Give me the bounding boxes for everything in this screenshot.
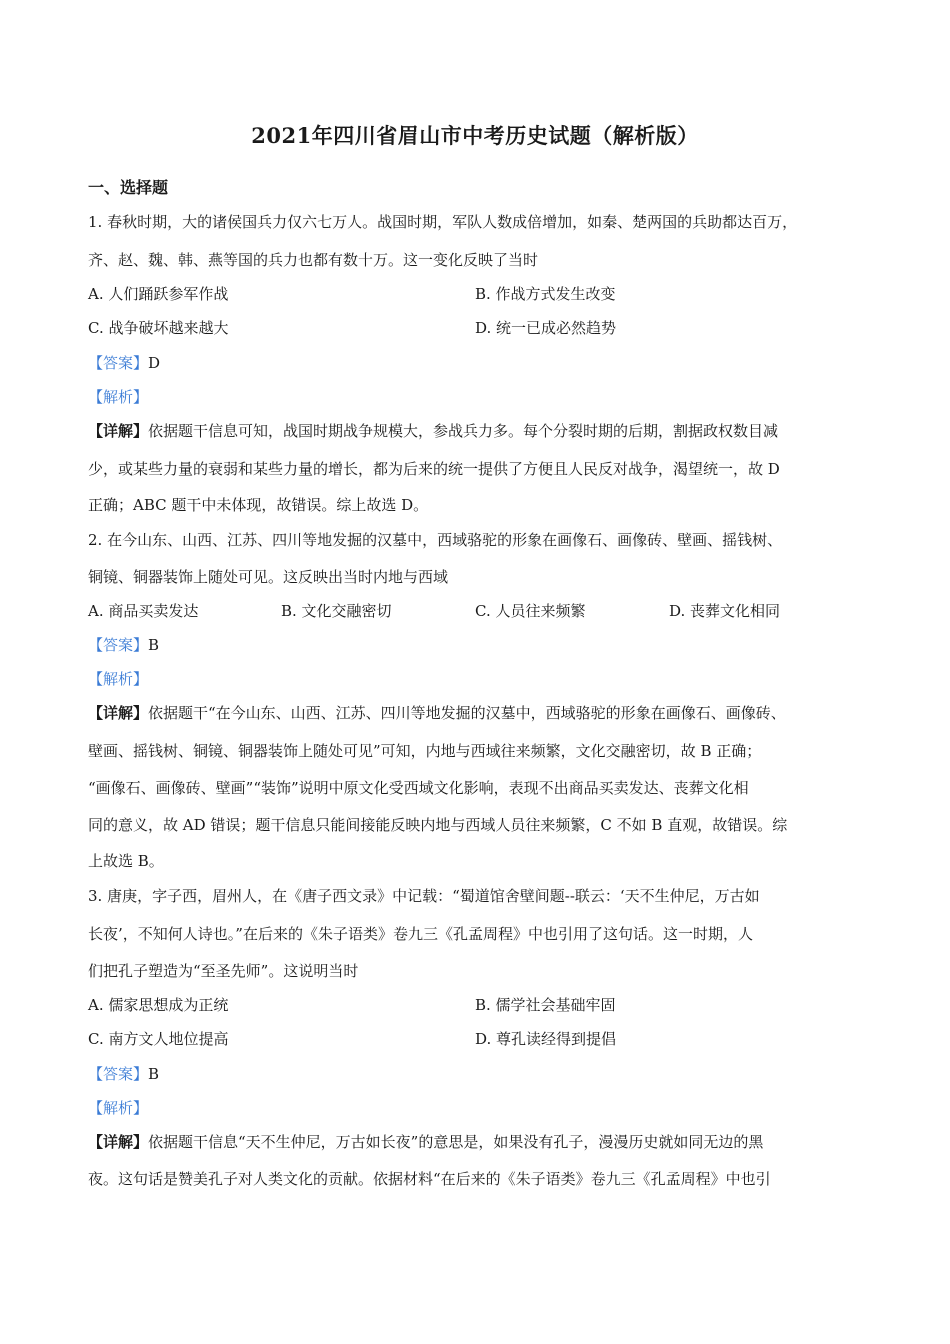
q3-option-b: B. 儒学社会基础牢固 [475,996,616,1014]
q1-analysis-line [88,387,148,407]
answer-tag: 【答案】 [88,1065,149,1083]
section-title: 一、选择题 [88,178,169,197]
q1-detail-line-2: 少，或某些力量的衰弱和某些力量的增长，都为后来的统一提供了方便且人民反对战争，渴望统一，故 D [88,460,780,478]
q2-stem-line-2: 铜镜、铜器装饰上随处可见。这反映出当时内地与西域 [88,568,449,586]
q1-option-d: D. 统一已成必然趋势 [475,319,617,337]
q2-option-d: D. 丧葬文化相同 [669,602,781,620]
q3-option-a: A. 儒家思想成为正统 [88,996,229,1014]
q2-detail-line-5: 上故选 B。 [88,852,164,870]
q3-stem-line-2: 长夜’，不知何人诗也。”在后来的《朱子语类》卷九三《孔孟周程》中也引用了这句话。这一时期，人 [88,925,753,943]
q2-detail-line-1 [88,703,786,723]
analysis-tag: 【解析】 [88,1099,149,1117]
q1-stem-line-2: 齐、赵、魏、韩、燕等国的兵力也都有数十万。这一变化反映了当时 [88,251,539,269]
q1-option-c: C. 战争破坏越来越大 [88,319,229,337]
document-title: 2021年四川省眉山市中考历史试题（解析版） [251,123,699,148]
q2-option-a: A. 商品买卖发达 [88,602,199,620]
detail-tag: 【详解】 [88,422,149,440]
q2-detail-text-1: 依据题干“在今山东、山西、江苏、四川等地发掘的汉墓中，西域骆驼的形象在画像石、画像砖、 [148,704,786,722]
answer-tag: 【答案】 [88,636,149,654]
q1-option-b: B. 作战方式发生改变 [475,285,616,303]
detail-tag: 【详解】 [88,1133,149,1151]
q1-option-a: A. 人们踊跃参军作战 [88,285,229,303]
q2-detail-line-3: “画像石、画像砖、壁画”“装饰”说明中原文化受西域文化影响，表现不出商品买卖发达、丧葬文化相 [88,779,749,797]
detail-tag: 【详解】 [88,704,149,722]
q3-answer-line [88,1064,159,1084]
q2-detail-line-2: 壁画、摇钱树、铜镜、铜器装饰上随处可见”可知，内地与西域往来频繁，文化交融密切，故 B 正确； [88,742,762,760]
q2-analysis-line [88,669,148,689]
q2-answer-value: B [148,636,160,654]
q2-detail-line-4: 同的意义，故 AD 错误；题干信息只能间接能反映内地与西域人员往来频繁，C 不如 B 直观，故错误。综 [88,816,788,834]
q3-stem-line-3: 们把孔子塑造为“至圣先师”。这说明当时 [88,962,359,980]
q1-detail-line-3: 正确；ABC 题干中未体现，故错误。综上故选 D。 [88,496,429,514]
q1-answer-line [88,353,160,373]
q1-detail-line-1 [88,421,778,441]
analysis-tag: 【解析】 [88,670,149,688]
q3-option-d: D. 尊孔读经得到提倡 [475,1030,617,1048]
q1-answer-value: D [148,354,161,372]
q2-option-c: C. 人员往来频繁 [475,602,586,620]
q2-stem-line-1: 2. 在今山东、山西、江苏、四川等地发掘的汉墓中，西域骆驼的形象在画像石、画像砖、壁画、摇钱树、 [88,531,783,549]
q3-analysis-line [88,1098,148,1118]
q1-stem-line-1: 1. 春秋时期，大的诸侯国兵力仅六七万人。战国时期，军队人数成倍增加，如秦、楚两国的兵助都达百万， [88,213,798,231]
q3-stem-line-1: 3. 唐庚，字子西，眉州人，在《唐子西文录》中记载：“蜀道馆舍壁间题--联云：‘天不生仲尼，万古如 [88,887,760,905]
q3-detail-text-1: 依据题干信息“天不生仲尼，万古如长夜”的意思是，如果没有孔子，漫漫历史就如同无边的黑 [148,1133,764,1151]
analysis-tag: 【解析】 [88,388,149,406]
q3-option-c: C. 南方文人地位提高 [88,1030,229,1048]
q2-answer-line [88,635,159,655]
answer-tag: 【答案】 [88,354,149,372]
q3-detail-line-1 [88,1132,763,1152]
q2-option-b: B. 文化交融密切 [281,602,392,620]
q1-detail-text-1: 依据题干信息可知，战国时期战争规模大，参战兵力多。每个分裂时期的后期，割据政权数目减 [148,422,779,440]
q3-detail-line-2: 夜。这句话是赞美孔子对人类文化的贡献。依据材料“在后来的《朱子语类》卷九三《孔孟周程》中也引 [88,1170,771,1188]
q3-answer-value: B [148,1065,160,1083]
